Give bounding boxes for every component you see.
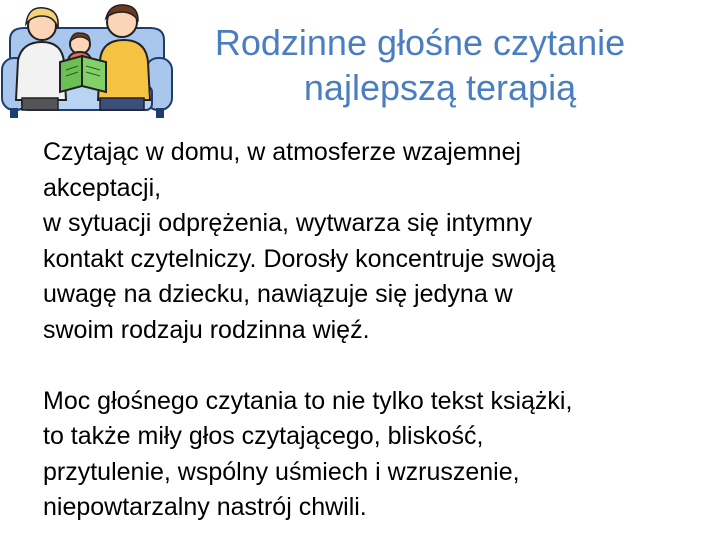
paragraph-2-line: przytulenie, wspólny uśmiech i wzruszenie, — [43, 457, 520, 486]
title-line-2: najlepszą terapią — [303, 67, 577, 108]
paragraph-1-line: Czytając w domu, w atmosferze wzajemnej — [43, 138, 521, 166]
paragraph-1 — [43, 135, 713, 348]
title-line-1: Rodzinne głośne czytanie — [214, 22, 626, 63]
slide-body — [43, 135, 713, 526]
paragraph-2-line: to także miły głos czytającego, bliskość, — [43, 422, 484, 450]
family-reading-icon — [0, 0, 175, 122]
paragraph-1-line: swoim rodzaju rodzinna więź. — [43, 315, 370, 344]
paragraph-1-line: kontakt czytelniczy. Dorosły koncentruje swoją — [43, 244, 556, 273]
paragraph-2-line: Moc głośnego czytania to nie tylko tekst książki, — [43, 386, 573, 415]
paragraph-1-line: w sytuacji odprężenia, wytwarza się intymny — [43, 209, 533, 237]
slide-title — [150, 20, 690, 110]
paragraph-1-line: uwagę na dziecku, nawiązuje się jedyna w — [43, 280, 513, 308]
paragraph-1-line: akceptacji, — [43, 173, 162, 202]
paragraph-2-line: niepowtarzalny nastrój chwili. — [43, 493, 367, 521]
paragraph-2 — [43, 384, 713, 526]
